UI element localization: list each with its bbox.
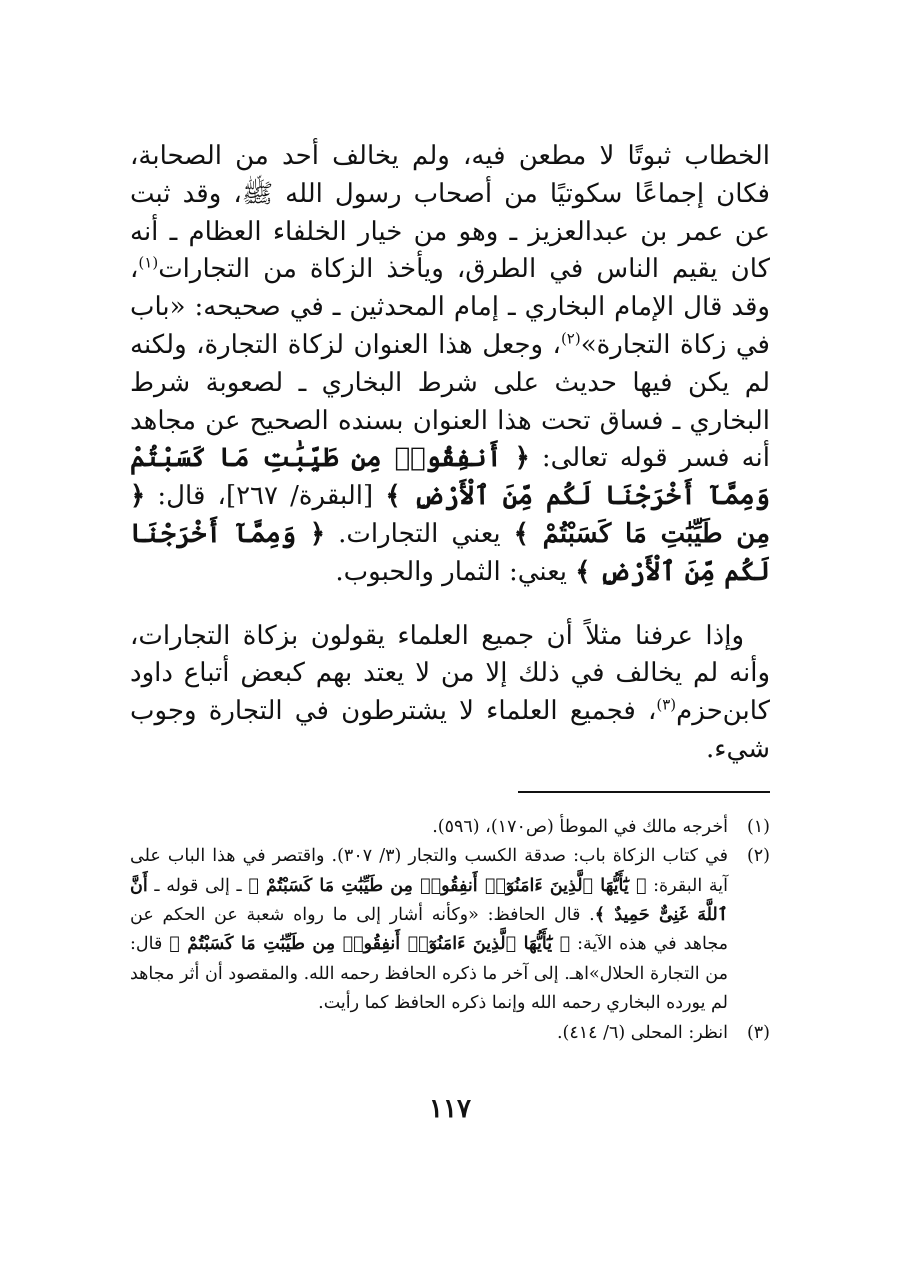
- footnote-number: (٣): [746, 1022, 770, 1043]
- text-run: قال: من التجارة الحلال»اهـ. إلى آخر ما ذكره الحافظ رحمه الله. والمقصود أن أثر مجاهد لم يورده البخاري رحمه الله وإنما ذكره الحافظ كما رأيت.: [130, 934, 728, 1014]
- footnote-ref-1[interactable]: (١): [138, 253, 159, 272]
- text-run: ، وقد قال الإمام البخاري ـ إمام المحدثين ـ في صحيحه: «باب في زكاة التجارة»: [130, 254, 770, 360]
- quran-verse: ﴿ أَنفِقُوا۟ مِن طَيِّبَٰتِ مَا كَسَبْتُمْ وَمِمَّآ أَخْرَجْنَا لَكُم مِّنَ ٱلْأَرْضِ ﴾: [130, 443, 770, 512]
- quran-verse: أَنَّ ٱللَّهَ غَنِىٌّ حَمِيدٌ ﴾: [130, 875, 729, 925]
- footnotes: [130, 813, 770, 1048]
- footnote-text: [130, 842, 728, 1018]
- text-run: ، فجميع العلماء لا يشترطون في التجارة وجوب شيء.: [130, 696, 770, 764]
- paragraph-1: [130, 138, 770, 592]
- page-number: ١١٧: [429, 1094, 471, 1124]
- text-run: يعني التجارات.: [325, 518, 514, 549]
- footnote-divider: [518, 791, 770, 793]
- quran-verse: ﴿ يَٰٓأَيُّهَا ٱلَّذِينَ ءَامَنُوٓا۟ أَنفِقُوا۟ مِن طَيِّبَٰتِ مَا كَسَبْتُمْ ﴾: [248, 875, 647, 896]
- footnote-2: [130, 842, 770, 1018]
- footnote-1: [130, 813, 770, 842]
- text-run: ، وجعل هذا العنوان لزكاة التجارة، ولكنه لم يكن فيها حديث على شرط البخاري ـ لصعوبة شرط البخاري ـ فساق تحت هذا العنوان بسنده الصحيح عن مجاهد أنه فسر قوله تعالى:: [130, 329, 770, 474]
- text-run: ـ إلى قوله ـ: [147, 875, 249, 896]
- page-content: [130, 138, 770, 1048]
- text-run: . قال الحافظ: «وكأنه أشار إلى ما رواه شعبة عن الحكم عن مجاهد في هذه الآية:: [130, 904, 728, 955]
- footnote-ref-3[interactable]: (٣): [656, 695, 677, 714]
- quran-verse: ﴿ مِن طَيِّبَٰتِ مَا كَسَبْتُمْ ﴾: [130, 481, 771, 549]
- footnote-number: (٢): [746, 846, 770, 867]
- text-run: يعني: الثمار والحبوب.: [335, 556, 576, 587]
- footnote-text: أخرجه مالك في الموطأ (ص١٧٠)، (٥٩٦).: [432, 816, 728, 837]
- text-run: الخطاب ثبوتًا لا مطعن فيه، ولم يخالف أحد من الصحابة، فكان إجماعًا سكوتيًا من أصحاب رسول الله ﷺ، وقد ثبت عن عمر بن عبدالعزيز ـ وهو من خيار الخلفاء العظام ـ أنه كان يقيم الناس في الطرق، ويأخذ الزكاة من التجارات: [130, 141, 770, 285]
- footnote-ref-2[interactable]: (٢): [560, 329, 581, 348]
- text-run: وإذا عرفنا مثلاً أن جميع العلماء يقولون بزكاة التجارات، وأنه لم يخالف في ذلك إلا من لا يعتد بهم كبعض أتباع داود كابن‌حزم: [130, 620, 770, 727]
- footnote-text: انظر: المحلى (٦/ ٤١٤).: [556, 1022, 728, 1043]
- footnote-3: [130, 1019, 770, 1048]
- verse-reference: [البقرة/ ٢٦٧]، قال:: [145, 481, 386, 512]
- quran-verse: ﴿ يَٰٓأَيُّهَا ٱلَّذِينَ ءَامَنُوٓا۟ أَنفِقُوا۟ مِن طَيِّبَٰتِ مَا كَسَبْتُمْ ﴾: [169, 934, 571, 955]
- quran-verse: ﴿ وَمِمَّآ أَخْرَجْنَا لَكُم مِّنَ ٱلْأَرْضِ ﴾: [130, 518, 770, 587]
- text-run: في كتاب الزكاة باب: صدقة الكسب والتجار (٣/ ٣٠٧). واقتصر في هذا الباب على آية البقرة:: [130, 846, 728, 896]
- footnote-number: (١): [746, 816, 770, 837]
- paragraph-2: [130, 618, 770, 769]
- main-text: [130, 138, 770, 769]
